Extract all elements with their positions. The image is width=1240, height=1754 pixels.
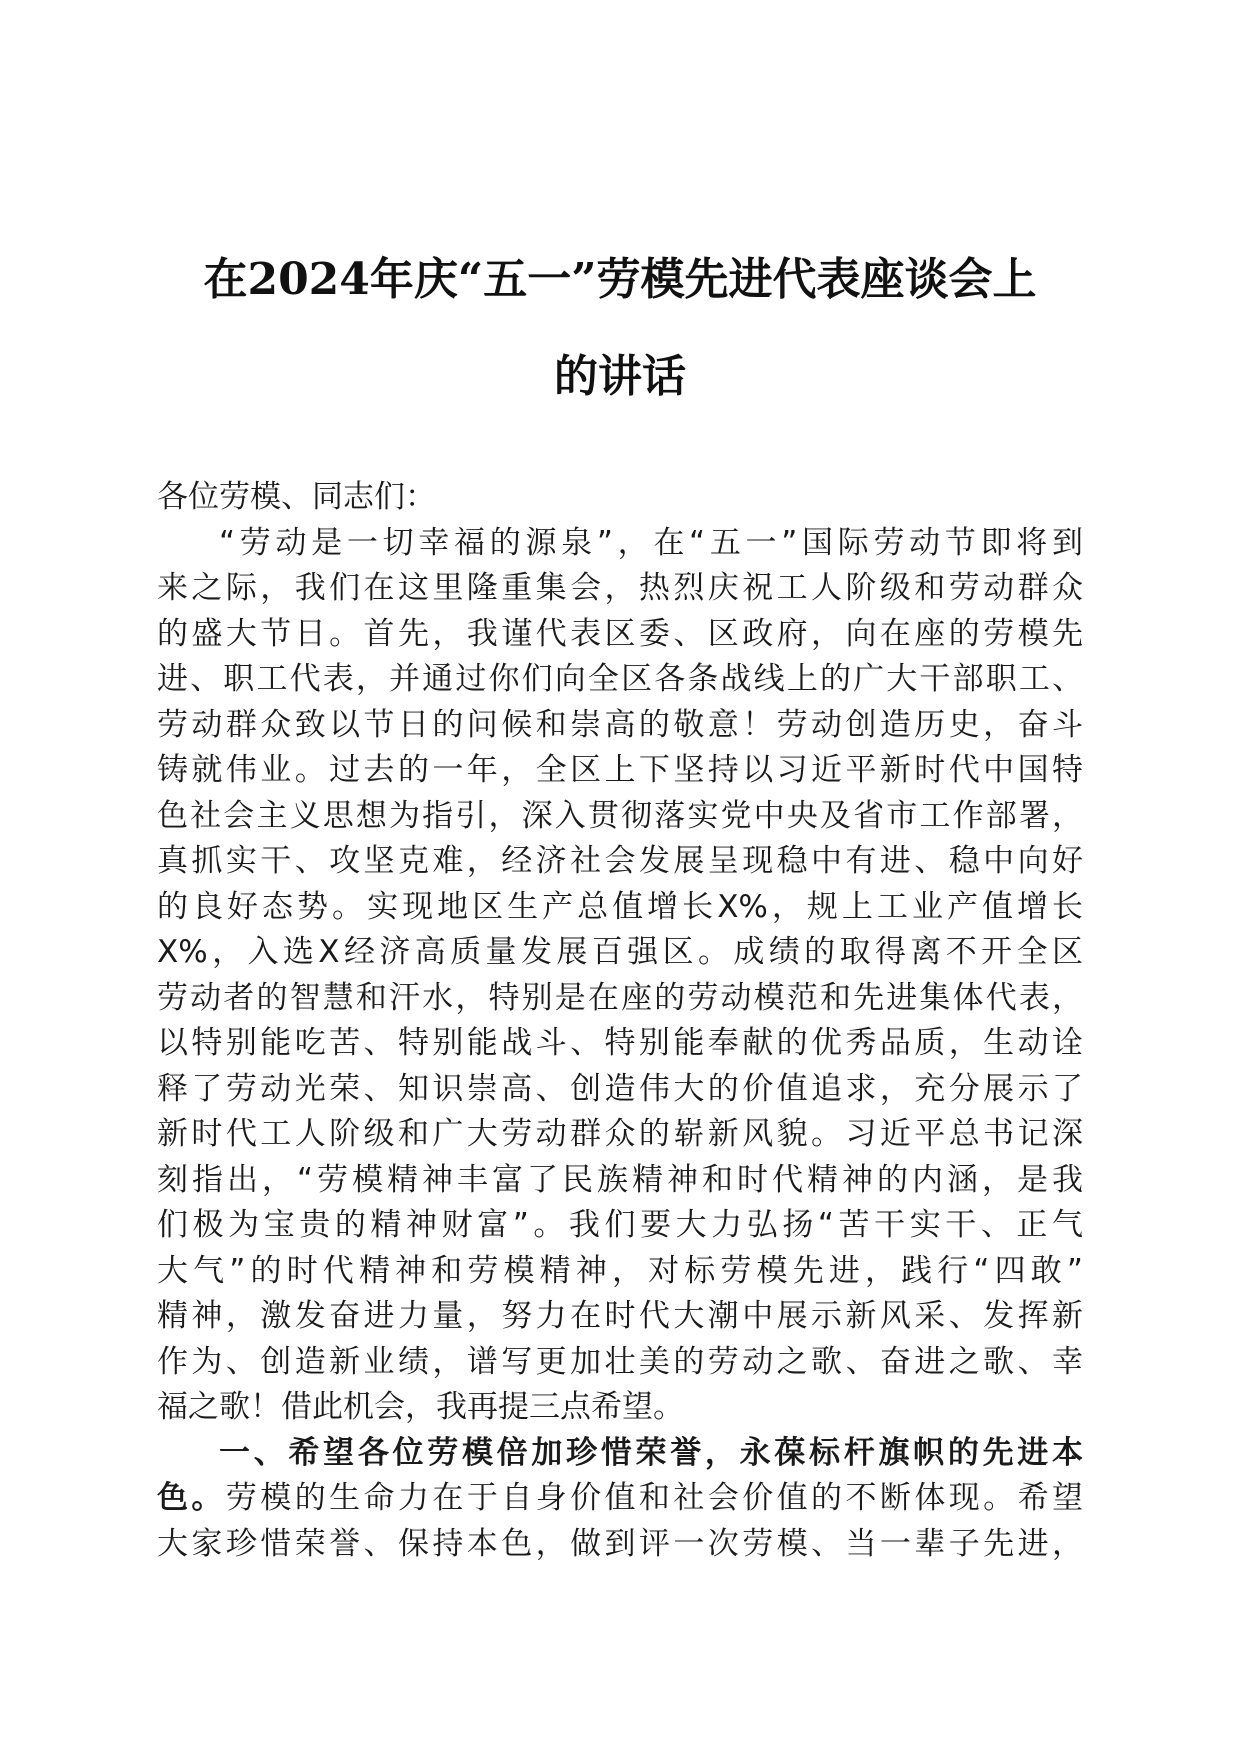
paragraph-line: 的盛大节日。首先，我谨代表区委、区政府，向在座的劳模先 — [157, 615, 1083, 652]
paragraph-line: 劳动者的智慧和汗水，特别是在座的劳动模范和先进集体代表， — [157, 979, 1083, 1016]
section-1-text: 劳模的生命力在于自身价值和社会价值的不断体现。希望 — [225, 1480, 1084, 1516]
document-body — [157, 475, 1083, 1567]
section-1-line-2 — [157, 1476, 1083, 1522]
paragraph-line: 大气”的时代精神和劳模精神，对标劳模先进，践行“四敢” — [157, 1252, 1083, 1289]
document-title-line-2: 的讲话 — [554, 351, 686, 402]
paragraph-line: 来之际，我们在这里隆重集会，热烈庆祝工人阶级和劳动群众 — [157, 570, 1083, 606]
paragraph-line: “劳动是一切幸福的源泉”，在“五一”国际劳动节即将到 — [219, 524, 1083, 561]
section-1-heading-end: 色。 — [157, 1480, 226, 1516]
section-1-heading: 一、希望各位劳模倍加珍惜荣誉，永葆标杆旗帜的先进本 — [219, 1434, 1083, 1471]
paragraph-line: 们极为宝贵的精神财富”。我们要大力弘扬“苦干实干、正气 — [157, 1207, 1083, 1243]
section-1-line-3: 大家珍惜荣誉、保持本色，做到评一次劳模、当一辈子先进， — [157, 1525, 1083, 1562]
paragraph-line: 福之歌！借此机会，我再提三点希望。 — [157, 1389, 684, 1425]
paragraph-line: 以特别能吃苦、特别能战斗、特别能奉献的优秀品质，生动诠 — [157, 1025, 1083, 1061]
paragraph-line: 铸就伟业。过去的一年，全区上下坚持以习近平新时代中国特 — [157, 752, 1083, 788]
paragraph-line: X%，入选X经济高质量发展百强区。成绩的取得离不开全区 — [157, 934, 1083, 970]
paragraph-line: 刻指出，“劳模精神丰富了民族精神和时代精神的内涵，是我 — [157, 1161, 1083, 1198]
paragraph-line: 新时代工人阶级和广大劳动群众的崭新风貌。习近平总书记深 — [157, 1116, 1083, 1152]
paragraph-line: 色社会主义思想为指引，深入贯彻落实党中央及省市工作部署， — [157, 797, 1083, 834]
paragraph-line: 进、职工代表，并通过你们向全区各条战线上的广大干部职工、 — [157, 661, 1083, 697]
paragraph-line: 的良好态势。实现地区生产总值增长X%，规上工业产值增长 — [157, 888, 1083, 925]
salutation: 各位劳模、同志们： — [157, 479, 436, 515]
paragraph-line: 作为、创造新业绩，谱写更加壮美的劳动之歌、奋进之歌、幸 — [157, 1343, 1083, 1380]
paragraph-line: 劳动群众致以节日的问候和崇高的敬意！劳动创造历史，奋斗 — [157, 706, 1083, 743]
paragraph-line: 精神，激发奋进力量，努力在时代大潮中展示新风采、发挥新 — [157, 1298, 1083, 1334]
paragraph-line: 释了劳动光荣、知识崇高、创造伟大的价值追求，充分展示了 — [157, 1070, 1083, 1107]
paragraph-line: 真抓实干、攻坚克难，经济社会发展呈现稳中有进、稳中向好 — [157, 843, 1083, 879]
document-title-line-1: 在2024年庆“五一”劳模先进代表座谈会上 — [203, 254, 1037, 305]
